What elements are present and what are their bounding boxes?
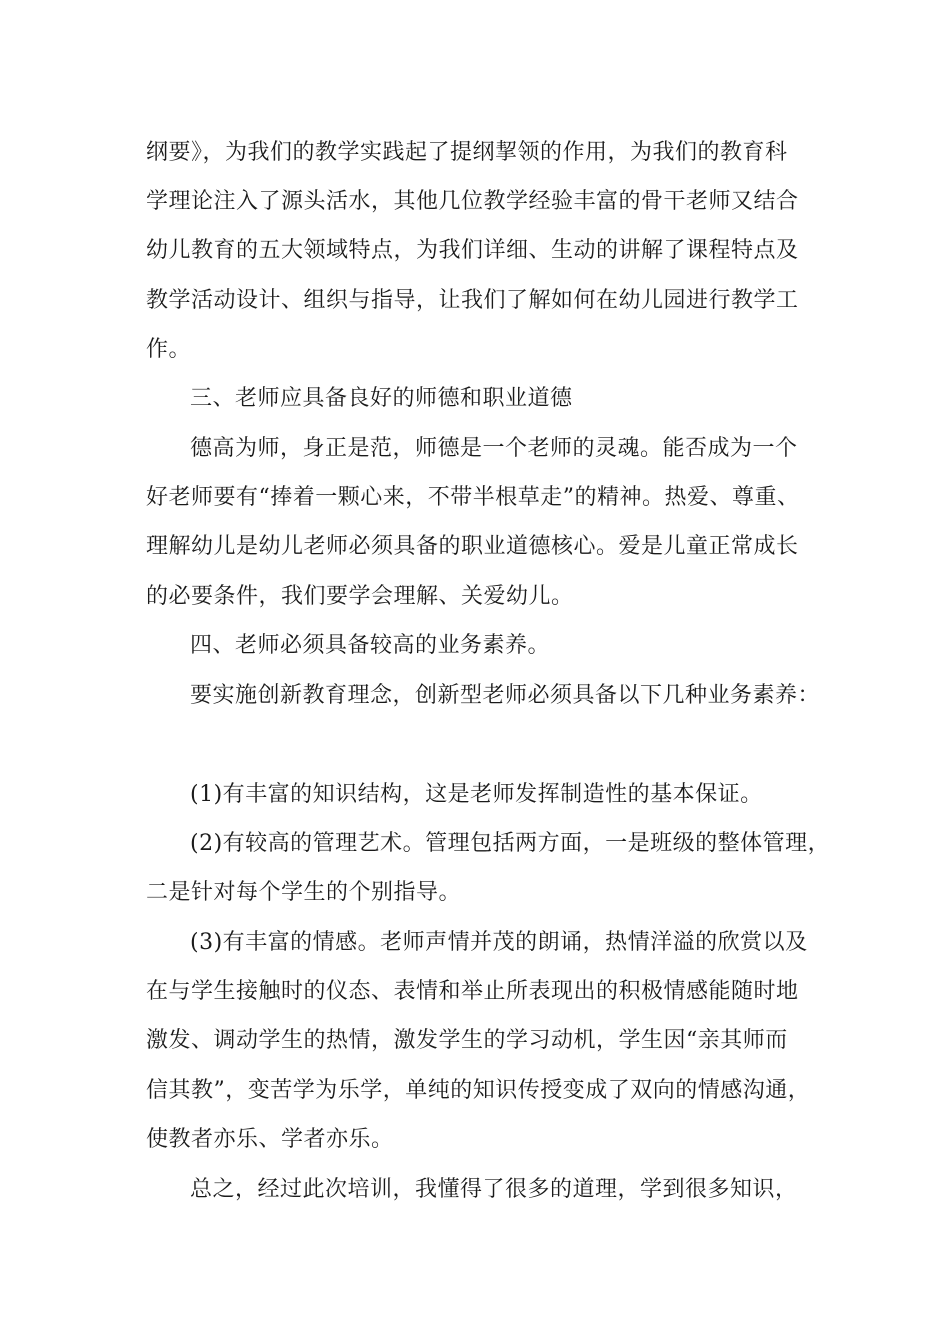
paragraph-line: 要实施创新教育理念，创新型老师必须具备以下几种业务素养： (190, 683, 821, 708)
paragraph-line: 教学活动设计、组织与指导，让我们了解如何在幼儿园进行教学工 (146, 288, 799, 313)
paragraph-line: 纲要》，为我们的教学实践起了提纲挈领的作用，为我们的教育科 (146, 140, 788, 165)
paragraph-line: 二是针对每个学生的个别指导。 (146, 880, 462, 905)
section-heading-3: 三、老师应具备良好的师德和职业道德 (190, 386, 573, 411)
paragraph-line: 学理论注入了源头活水，其他几位教学经验丰富的骨干老师又结合 (146, 189, 799, 214)
list-item-3: (3)有丰富的情感。老师声情并茂的朗诵，热情洋溢的欣赏以及 (190, 930, 808, 955)
paragraph-line: 好老师要有“捧着一颗心来，不带半根草走”的精神。热爱、尊重、 (146, 485, 800, 510)
list-item-2: (2)有较高的管理艺术。管理包括两方面，一是班级的整体管理， (190, 831, 831, 856)
paragraph-line: 总之，经过此次培训，我懂得了很多的道理，学到很多知识， (190, 1177, 798, 1202)
paragraph-line: 的必要条件，我们要学会理解、关爱幼儿。 (146, 584, 574, 609)
paragraph-line: 信其教”，变苦学为乐学，单纯的知识传授变成了双向的情感沟通， (146, 1078, 811, 1103)
paragraph-line: 使教者亦乐、学者亦乐。 (146, 1127, 394, 1152)
list-item-1: (1)有丰富的知识结构，这是老师发挥制造性的基本保证。 (190, 782, 763, 807)
paragraph-line: 激发、调动学生的热情，激发学生的学习动机，学生因“亲其师而 (146, 1028, 788, 1053)
paragraph-line: 在与学生接触时的仪态、表情和举止所表现出的积极情感能随时地 (146, 979, 799, 1004)
paragraph-line: 德高为师，身正是范，师德是一个老师的灵魂。能否成为一个 (190, 436, 798, 461)
paragraph-line: 幼儿教育的五大领域特点，为我们详细、生动的讲解了课程特点及 (146, 238, 799, 263)
section-heading-4: 四、老师必须具备较高的业务素养。 (190, 633, 551, 658)
paragraph-line: 理解幼儿是幼儿老师必须具备的职业道德核心。爱是儿童正常成长 (146, 534, 799, 559)
paragraph-line: 作。 (146, 337, 192, 362)
